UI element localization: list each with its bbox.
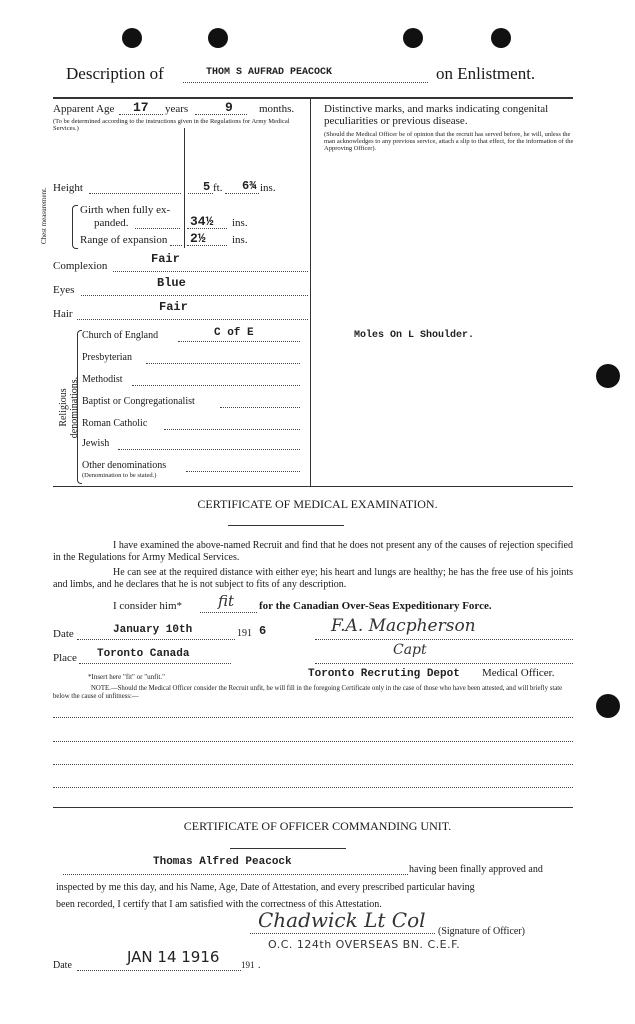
eyes-dots: [81, 284, 308, 296]
ft-label: ft.: [213, 182, 223, 194]
commanding-line3: been recorded, I certify that I am satisfied with the correctness of this Attestation.: [56, 899, 382, 910]
document-title: [66, 64, 556, 86]
range-row: [80, 231, 308, 248]
months-label: months.: [259, 103, 295, 115]
religion-dots: [132, 374, 300, 386]
height-ft: 5: [203, 180, 211, 194]
medical-place-label: Place: [53, 652, 77, 664]
commanding-date-row: [53, 950, 253, 972]
complexion-label: Complexion: [53, 260, 108, 272]
religion-label-other: Other denominations: [82, 460, 167, 471]
girth-ins-label: ins.: [232, 217, 248, 229]
eyes-label: Eyes: [53, 284, 75, 296]
consider-row: [53, 592, 573, 616]
consider-value: fit: [218, 592, 235, 610]
religion-row: [82, 352, 300, 366]
insert-note: *Insert here "fit" or "unfit.": [88, 673, 165, 681]
section-rule: [53, 486, 573, 487]
religion-dots: [186, 460, 300, 472]
height-in: 6¾: [242, 179, 257, 193]
top-rule: [53, 97, 573, 99]
eyes-value: Blue: [157, 276, 186, 290]
religion-label-jewish: Jewish: [82, 438, 110, 449]
medical-para-2: He can see at the required distance with either eye; his heart and lungs are healthy; he has the free use of his joints and limbs, and he declares that he is not subject to fits of any description.: [53, 567, 573, 590]
medical-place-row: [53, 642, 573, 666]
medical-date-row: [53, 616, 573, 642]
medical-note: NOTE.—Should the Medical Officer consider the Recruit unfit, he will fill in the foregoing Certificate only in the case of those who have been attested, and will briefly state below the cause of unfitness:—: [53, 685, 563, 700]
hair-value: Fair: [159, 300, 188, 314]
chest-label: Chest measurement.: [40, 187, 48, 244]
girth-label-2: panded.: [94, 217, 129, 229]
recruit-name: THOM S AUFRAD PEACOCK: [206, 67, 333, 78]
punch-hole: [596, 694, 620, 718]
medical-officer-signature: F.A. Macpherson: [331, 616, 476, 636]
religion-label-methodist: Methodist: [82, 374, 123, 385]
commanding-year-suffix: .: [258, 960, 261, 971]
years-label: years: [165, 103, 189, 115]
complexion-dots: [113, 260, 308, 272]
girth-label-1: Girth when fully ex-: [80, 204, 171, 216]
column-divider: [310, 99, 311, 486]
distinctive-marks-heading: Distinctive marks, and marks indicating congenital peculiarities or previous disease.: [324, 103, 549, 127]
punch-hole: [403, 28, 423, 48]
title-suffix: on Enlistment.: [436, 64, 536, 83]
range-value: 2½: [190, 231, 206, 246]
eyes-row: [53, 276, 308, 298]
religion-label-presbyterian: Presbyterian: [82, 352, 132, 363]
commanding-line2: inspected by me this day, and his Name, Age, Date of Attestation, and every prescribed particular having: [56, 882, 475, 893]
religion-label-roman-catholic: Roman Catholic: [82, 418, 148, 429]
range-ins-label: ins.: [232, 234, 248, 246]
height-row: [53, 179, 308, 196]
punch-hole: [208, 28, 228, 48]
commanding-date-stamp: JAN 14 1916: [127, 948, 220, 966]
religion-row: [82, 374, 300, 388]
commanding-recruit-name: Thomas Alfred Peacock: [153, 856, 292, 868]
height-dots: [89, 182, 181, 194]
complexion-row: [53, 252, 308, 274]
hair-label: Hair: [53, 308, 73, 320]
medical-rank-line: [315, 652, 573, 664]
consider-label: I consider him*: [113, 600, 183, 612]
hair-dots: [77, 308, 308, 320]
medical-heading: CERTIFICATE OF MEDICAL EXAMINATION.: [197, 497, 438, 511]
medical-date-value: January 10th: [113, 624, 193, 636]
religion-dots: [220, 396, 300, 408]
unfitness-line: [53, 716, 573, 718]
medical-officer-rank: Capt: [393, 642, 427, 658]
commanding-heading-rule: [230, 848, 346, 849]
unfitness-line: [53, 763, 573, 765]
religion-label: Religious denominations.: [58, 376, 80, 439]
recruiting-depot: Toronto Recruting Depot: [308, 668, 460, 680]
religion-row: [82, 327, 300, 344]
religion-label-baptist: Baptist or Congregationalist: [82, 396, 195, 407]
distinctive-marks-note: (Should the Medical Officer be of opinion that the recruit has served before, he will, unless the man acknowledges to any previous service, attach a slip to that effect, for the information of the Approving Officer).: [324, 131, 574, 152]
punch-hole: [491, 28, 511, 48]
section-rule: [53, 807, 573, 808]
commanding-name-row: [53, 856, 573, 876]
range-dots: [170, 234, 182, 246]
girth-dots: [135, 217, 180, 229]
medical-year-suffix: 6: [259, 624, 267, 638]
age-months: 9: [225, 100, 233, 115]
punch-hole: [596, 364, 620, 388]
other-denomination-note: (Denomination to be stated.): [82, 472, 157, 479]
religion-row: [82, 418, 300, 432]
medical-officer-label: Medical Officer.: [482, 667, 555, 679]
religion-dots: [118, 438, 300, 450]
age-note: (To be determined according to the instructions given in the Regulations for Army Medical Services.): [53, 118, 290, 132]
medical-heading-rule: [228, 525, 344, 526]
religion-row: [82, 396, 300, 410]
religion-row: [82, 438, 300, 452]
chest-brace: [72, 205, 78, 249]
distinctive-marks-value: Moles On L Shoulder.: [354, 330, 475, 341]
unit-stamp: O.C. 124th OVERSEAS BN. C.E.F.: [268, 938, 461, 951]
medical-year-prefix: 191: [237, 628, 252, 639]
girth-row: [80, 204, 308, 234]
medical-date-label: Date: [53, 628, 74, 640]
ins-label: ins.: [260, 182, 276, 194]
range-label: Range of expansion: [80, 234, 168, 246]
religion-dots: [164, 418, 300, 430]
commanding-year-prefix: 191: [241, 960, 255, 970]
officer-signature: Chadwick Lt Col: [258, 908, 426, 932]
religion-label-church-of-england: Church of England: [82, 330, 159, 341]
signature-of-officer-label: (Signature of Officer): [438, 926, 526, 937]
medical-place-value: Toronto Canada: [97, 648, 190, 660]
age-years: 17: [133, 100, 149, 115]
title-prefix: Description of: [66, 64, 164, 83]
commanding-date-label: Date: [53, 960, 72, 971]
unfitness-line: [53, 740, 573, 742]
punch-hole: [122, 28, 142, 48]
officer-signature-line: [250, 932, 435, 934]
religion-value-church-of-england: C of E: [214, 327, 254, 339]
unfitness-line: [53, 786, 573, 788]
apparent-age-row: [53, 100, 308, 117]
girth-value: 34½: [190, 214, 214, 229]
commanding-line1-suffix: having been finally approved and: [409, 864, 543, 875]
height-label: Height: [53, 182, 83, 194]
hair-row: [53, 300, 308, 322]
medical-para-1: I have examined the above-named Recruit and find that he does not present any of the causes of rejection specified in the Regulations for Army Medical Services.: [53, 540, 573, 563]
consider-suffix: for the Canadian Over-Seas Expeditionary Force.: [259, 600, 492, 612]
age-label: Apparent Age: [53, 103, 115, 115]
complexion-value: Fair: [151, 252, 180, 266]
religion-dots: [146, 352, 300, 364]
months-dots: [195, 103, 247, 115]
commanding-heading: CERTIFICATE OF OFFICER COMMANDING UNIT.: [183, 819, 452, 833]
